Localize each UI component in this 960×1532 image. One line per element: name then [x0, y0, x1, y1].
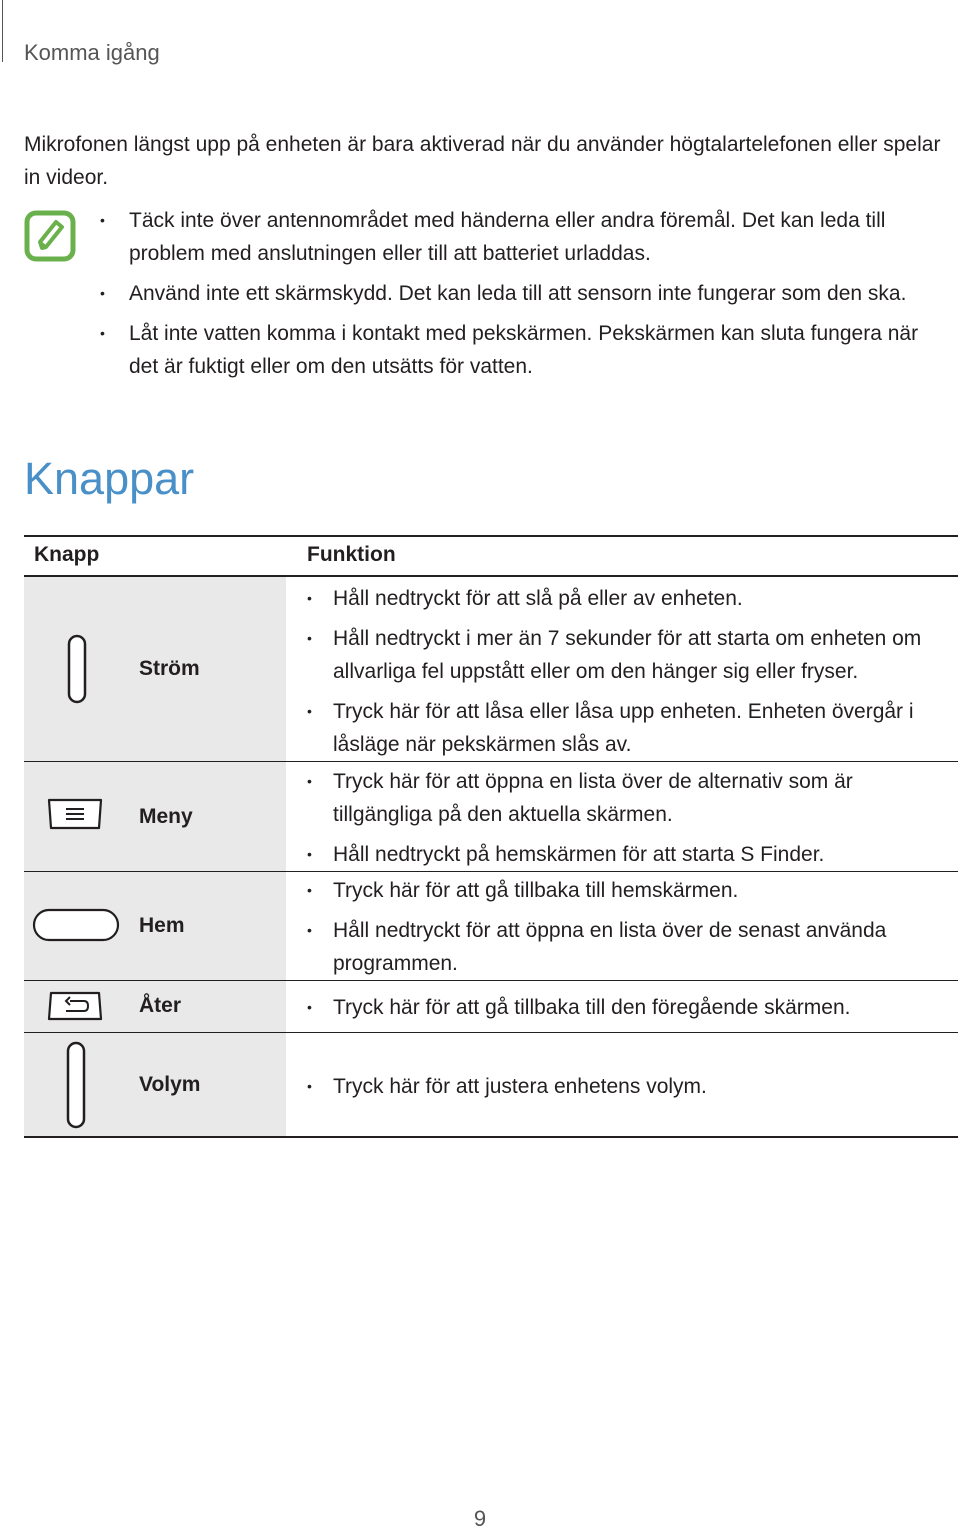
table-row-power	[24, 577, 958, 761]
home-key-icon	[32, 908, 120, 942]
function-item: • Tryck här för att öppna en lista över de alternativ som är tillgängliga på den aktuella skärmen.	[307, 765, 957, 831]
column-header-key: Knapp	[34, 543, 100, 566]
key-name: Volym	[139, 1073, 201, 1096]
key-name: Hem	[139, 914, 185, 937]
key-name: Meny	[139, 805, 193, 828]
menu-key-icon	[46, 797, 104, 831]
note-item: • Låt inte vatten komma i kontakt med pekskärmen. Pekskärmen kan sluta fungera när det är fuktigt eller om den utsätts för vatten.	[100, 317, 950, 383]
function-list	[307, 874, 957, 987]
note-item: • Använd inte ett skärmskydd. Det kan leda till att sensorn inte fungerar som den ska.	[100, 277, 950, 310]
keys-table	[24, 535, 958, 1138]
table-row-home	[24, 872, 958, 980]
function-list	[307, 1070, 957, 1110]
function-list	[307, 765, 957, 878]
column-header-function: Funktion	[307, 543, 396, 566]
function-list	[307, 991, 957, 1031]
function-item: • Håll nedtryckt på hemskärmen för att starta S Finder.	[307, 838, 957, 871]
volume-key-icon	[66, 1041, 86, 1129]
key-name: Ström	[139, 657, 200, 680]
function-item: • Tryck här för att justera enhetens volym.	[307, 1070, 957, 1103]
table-row-volume	[24, 1033, 958, 1136]
function-item: • Håll nedtryckt för att öppna en lista över de senast använda programmen.	[307, 914, 957, 980]
note-item: • Täck inte över antennområdet med händerna eller andra föremål. Det kan leda till problem med anslutningen eller till att batteriet urladdas.	[100, 204, 950, 270]
function-list	[307, 582, 957, 768]
back-key-icon	[46, 990, 104, 1022]
function-item: • Tryck här för att gå tillbaka till den föregående skärmen.	[307, 991, 957, 1024]
table-top-rule	[24, 535, 958, 537]
table-bottom-rule	[24, 1136, 958, 1138]
key-name: Åter	[139, 994, 182, 1017]
function-item: • Tryck här för att låsa eller låsa upp enheten. Enheten övergår i låsläge när pekskärmen slås av.	[307, 695, 957, 761]
margin-line	[2, 0, 3, 62]
table-row-back	[24, 981, 958, 1032]
power-key-icon	[67, 634, 87, 704]
page-number: 9	[473, 1506, 487, 1531]
notes-list	[100, 204, 950, 390]
note-pencil-icon	[24, 210, 76, 262]
function-item: • Håll nedtryckt för att slå på eller av enheten.	[307, 582, 957, 615]
table-row-menu	[24, 762, 958, 871]
section-header: Komma igång	[24, 40, 160, 65]
section-title: Knappar	[24, 453, 195, 504]
intro-paragraph: Mikrofonen längst upp på enheten är bara aktiverad när du använder högtalartelefonen eller spelar in videor.	[24, 133, 941, 189]
function-item: • Håll nedtryckt i mer än 7 sekunder för att starta om enheten om allvarliga fel uppstått eller om den hänger sig eller fryser.	[307, 622, 957, 688]
function-item: • Tryck här för att gå tillbaka till hemskärmen.	[307, 874, 957, 907]
